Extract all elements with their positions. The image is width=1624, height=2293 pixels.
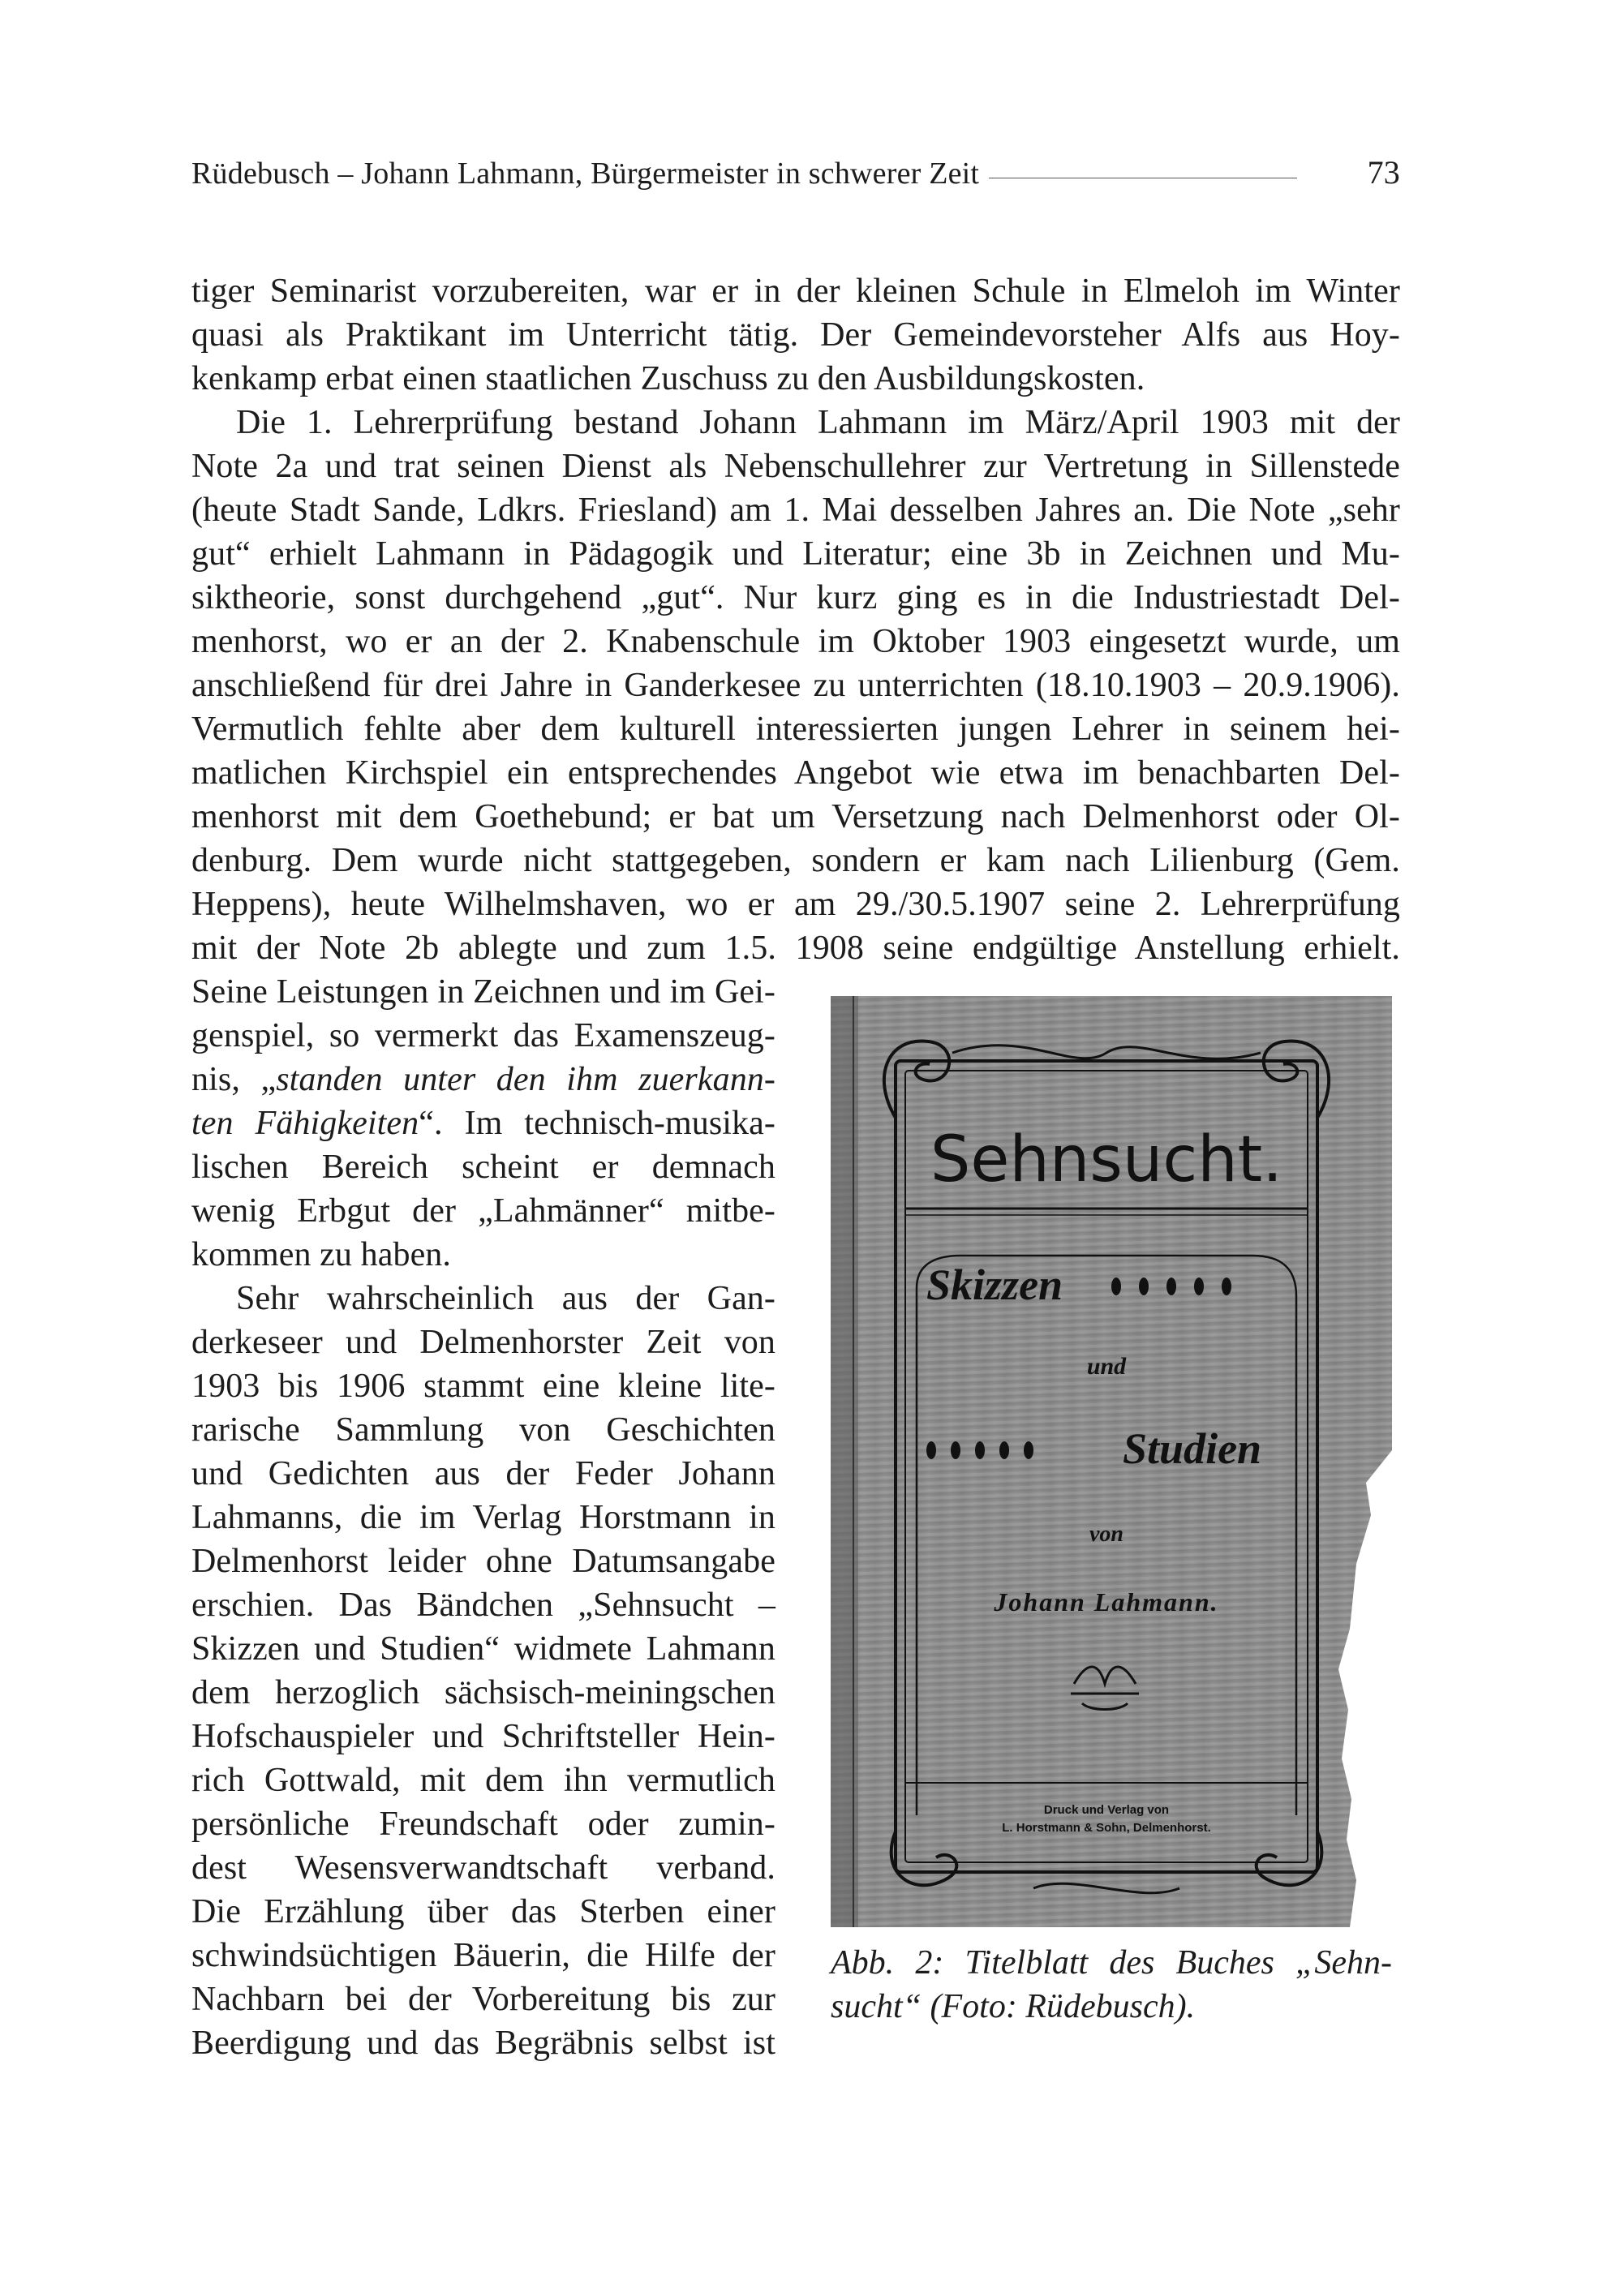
column-text: “. Im technisch-musika- [419,1105,775,1142]
bottom-left-flourish [891,1831,957,1885]
body-line: Note 2a und trat seinen Dienst als Nebenschullehrer zur Vertretung in Sillenstede [191,448,1400,485]
body-line: denburg. Dem wurde nicht stattgegeben, sondern er kam nach Lilienburg (Gem. [191,842,1400,879]
column-line: Seine Leistungen in Zeichnen und im Gei- [191,973,775,1011]
page-number: 73 [1367,154,1400,191]
top-left-flourish [884,1041,949,1118]
column-line: erschien. Das Bändchen „Sehnsucht – [191,1587,775,1624]
column-line: Lahmanns, die im Verlag Horstmann in [191,1499,775,1536]
cover-skizzen: Skizzen [926,1260,1063,1309]
body-line: menhorst, wo er an der 2. Knabenschule im Oktober 1903 eingesetzt wurde, um [191,623,1400,660]
column-line: dem herzoglich sächsisch-meiningschen [191,1674,775,1711]
column-line: genspiel, so vermerkt das Examenszeug- [191,1017,775,1054]
body-line: Die 1. Lehrerprüfung bestand Johann Lahmann im März/April 1903 mit der [236,404,1400,441]
cover-studien: Studien [1123,1424,1262,1473]
figure-caption-line: Abb. 2: Titelblatt des Buches „Sehn- [831,1944,1392,1982]
cover-author: Johann Lahmann. [994,1587,1219,1617]
column-line: Delmenhorst leider ohne Datumsangabe [191,1543,775,1580]
column-line: Beerdigung und das Begräbnis selbst ist [191,2025,775,2062]
cover-imprint-2: L. Horstmann & Sohn, Delmenhorst. [1002,1821,1211,1835]
top-right-flourish [1264,1041,1329,1118]
quoted-italic: standen unter den ihm zuerkann- [276,1061,775,1098]
body-line: anschließend für drei Jahre in Ganderkesee zu unterrichten (18.10.1903 – 20.9.1906). [191,667,1400,704]
column-line: persönliche Freundschaft oder zumin- [191,1806,775,1843]
body-line: kenkamp erbat einen staatlichen Zuschuss zu den Ausbildungskosten. [191,360,1145,397]
bottom-wave [1033,1883,1179,1893]
body-line: tiger Seminarist vorzubereiten, war er in der kleinen Schule in Elmeloh im Winter [191,273,1400,310]
lotus-ornament [1071,1667,1139,1710]
column-line: schwindsüchtigen Bäuerin, die Hilfe der [191,1937,775,1974]
book-cover-photo [831,996,1392,1927]
running-header [191,151,1400,191]
cover-title: Sehnsucht. [930,1123,1283,1196]
cover-von: von [1089,1522,1123,1547]
ornament-dots-upper [1111,1277,1231,1295]
column-line: und Gedichten aus der Feder Johann [191,1455,775,1492]
cover-imprint-1: Druck und Verlag von [1043,1803,1170,1817]
running-title: Rüdebusch – Johann Lahmann, Bürgermeister in schwerer Zeit [191,157,980,191]
body-line: menhorst mit dem Goethebund; er bat um Versetzung nach Delmenhorst oder Ol- [191,798,1400,835]
column-line: Die Erzählung über das Sterben einer [191,1893,775,1930]
column-line: 1903 bis 1906 stammt eine kleine lite- [191,1368,775,1405]
body-line: matlichen Kirchspiel ein entsprechendes Angebot wie etwa im benachbarten Del- [191,754,1400,792]
column-line-with-quote [191,1101,775,1145]
book-cover-drawing [831,996,1392,1927]
column-line: Skizzen und Studien“ widmete Lahmann [191,1630,775,1668]
body-line: (heute Stadt Sande, Ldkrs. Friesland) am 1. Mai desselben Jahres an. Die Note „sehr [191,492,1400,529]
bottom-right-flourish [1257,1831,1322,1885]
cover-und: und [1086,1353,1127,1380]
column-line: rich Gottwald, mit dem ihn vermutlich [191,1762,775,1799]
column-line: Hofschauspieler und Schriftsteller Hein- [191,1718,775,1755]
body-line: siktheorie, sonst durchgehend „gut“. Nur kurz ging es in die Industriestadt Del- [191,579,1400,616]
body-line: gut“ erhielt Lahmann in Pädagogik und Literatur; eine 3b in Zeichnen und Mu- [191,535,1400,573]
body-line: mit der Note 2b ablegte und zum 1.5. 1908 seine endgültige Anstellung erhielt. [191,930,1400,967]
figure-caption-line: sucht“ (Foto: Rüdebusch). [831,1988,1196,2025]
column-line: derkeseer und Delmenhorster Zeit von [191,1324,775,1361]
column-line: kommen zu haben. [191,1236,452,1273]
column-line: Sehr wahrscheinlich aus der Gan- [236,1280,775,1317]
body-line: Vermutlich fehlte aber dem kulturell interessierten jungen Lehrer in seinem hei- [191,711,1400,748]
body-line: Heppens), heute Wilhelmshaven, wo er am 29./30.5.1907 seine 2. Lehrerprüfung [191,886,1400,923]
body-line: quasi als Praktikant im Unterricht tätig. Der Gemeindevorsteher Alfs aus Hoy- [191,316,1400,354]
column-line-with-quote [191,1058,775,1101]
torn-edge [1338,996,1392,1927]
column-line: rarische Sammlung von Geschichten [191,1411,775,1449]
ornament-dots-lower [926,1441,1033,1459]
top-wave [952,1046,1261,1058]
column-line: Nachbarn bei der Vorbereitung bis zur [191,1981,775,2018]
column-line: lischen Bereich scheint er demnach [191,1149,775,1186]
column-line: dest Wesensverwandtschaft verband. [191,1849,775,1887]
column-text: nis, „ [191,1061,277,1098]
quoted-italic: ten Fähigkeiten [191,1105,419,1142]
column-line: wenig Erbgut der „Lahmänner“ mitbe- [191,1192,775,1230]
